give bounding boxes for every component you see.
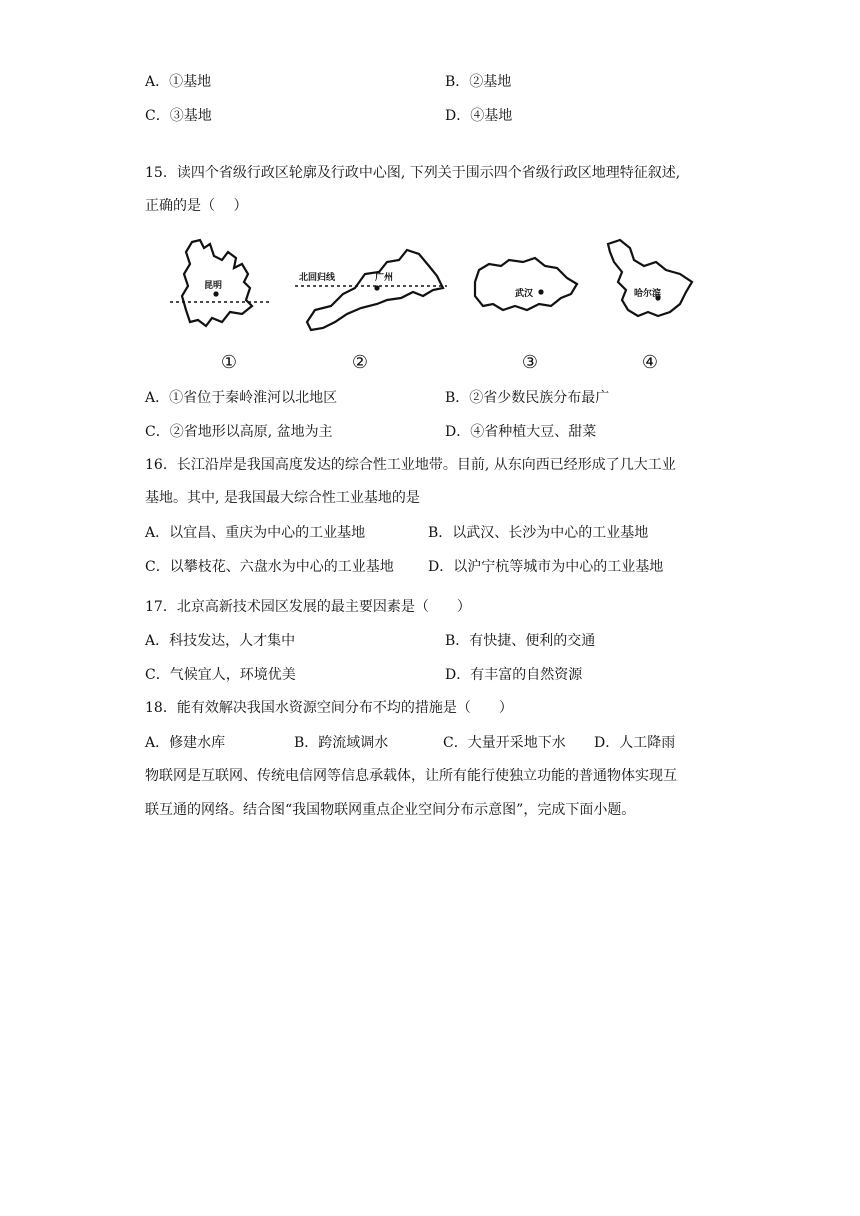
- q17-option-c: C．气候宜人，环境优美: [145, 667, 296, 683]
- province-maps-figure: [160, 230, 700, 380]
- q18-option-a: A．修建水库: [145, 735, 226, 751]
- map4-city-label: 哈尔滨: [634, 289, 662, 299]
- q16-stem-line2: 基地。其中, 是我国最大综合性工业基地的是: [145, 490, 420, 506]
- q17-option-a: A．科技发达，人才集中: [145, 633, 296, 649]
- map2-number: ②: [351, 352, 369, 373]
- q18-option-b: B．跨流域调水: [294, 735, 389, 751]
- province-map-2: [295, 230, 455, 340]
- q16-stem-line1: 16．长江沿岸是我国高度发达的综合性工业地带。目前, 从东向西已经形成了几大工业: [145, 457, 676, 473]
- q18-stem: 18．能有效解决我国水资源空间分布不均的措施是（ ）: [145, 700, 513, 716]
- map1-city-label: 昆明: [204, 281, 223, 291]
- province-map-3: [465, 230, 585, 340]
- q15-option-a: A．①省位于秦岭淮河以北地区: [145, 390, 338, 406]
- q16-option-b: B．以武汉、长沙为中心的工业基地: [428, 525, 649, 541]
- q15-option-c: C．②省地形以高原, 盆地为主: [145, 424, 333, 440]
- q15-stem-line2: 正确的是（ ）: [145, 198, 248, 214]
- province-map-4: [600, 230, 700, 340]
- q17-option-d: D．有丰富的自然资源: [445, 667, 583, 683]
- map2-city-label: 广州: [375, 273, 394, 283]
- q16-option-c: C．以攀枝花、六盘水为中心的工业基地: [145, 559, 394, 575]
- q14-option-d: D．④基地: [445, 108, 513, 124]
- province-map-1: [170, 230, 280, 340]
- q14-option-a: A．①基地: [145, 74, 212, 90]
- map3-number: ③: [521, 352, 539, 373]
- tropic-line-label: 北回归线: [299, 273, 336, 283]
- q15-option-d: D．④省种植大豆、甜菜: [445, 424, 597, 440]
- map4-number: ④: [641, 352, 659, 373]
- passage-line2: 联互通的网络。结合图“我国物联网重点企业空间分布示意图”，完成下面小题。: [145, 802, 636, 818]
- q15-stem-line1: 15．读四个省级行政区轮廓及行政中心图, 下列关于围示四个省级行政区地理特征叙述,: [145, 165, 681, 181]
- q16-option-a: A．以宜昌、重庆为中心的工业基地: [145, 525, 366, 541]
- q17-option-b: B．有快捷、便利的交通: [445, 633, 596, 649]
- q16-option-d: D．以沪宁杭等城市为中心的工业基地: [428, 559, 664, 575]
- q18-option-c: C．大量开采地下水: [443, 735, 566, 751]
- map1-number: ①: [220, 352, 238, 373]
- q15-option-b: B．②省少数民族分布最广: [445, 390, 610, 406]
- q17-stem: 17．北京高新技术园区发展的最主要因素是（ ）: [145, 599, 471, 615]
- q14-option-b: B．②基地: [445, 74, 512, 90]
- map3-city-label: 武汉: [515, 289, 534, 299]
- q14-option-c: C．③基地: [145, 108, 212, 124]
- q18-option-d: D．人工降雨: [594, 735, 676, 751]
- passage-line1: 物联网是互联网、传统电信网等信息承载体，让所有能行使独立功能的普通物体实现互: [145, 768, 677, 784]
